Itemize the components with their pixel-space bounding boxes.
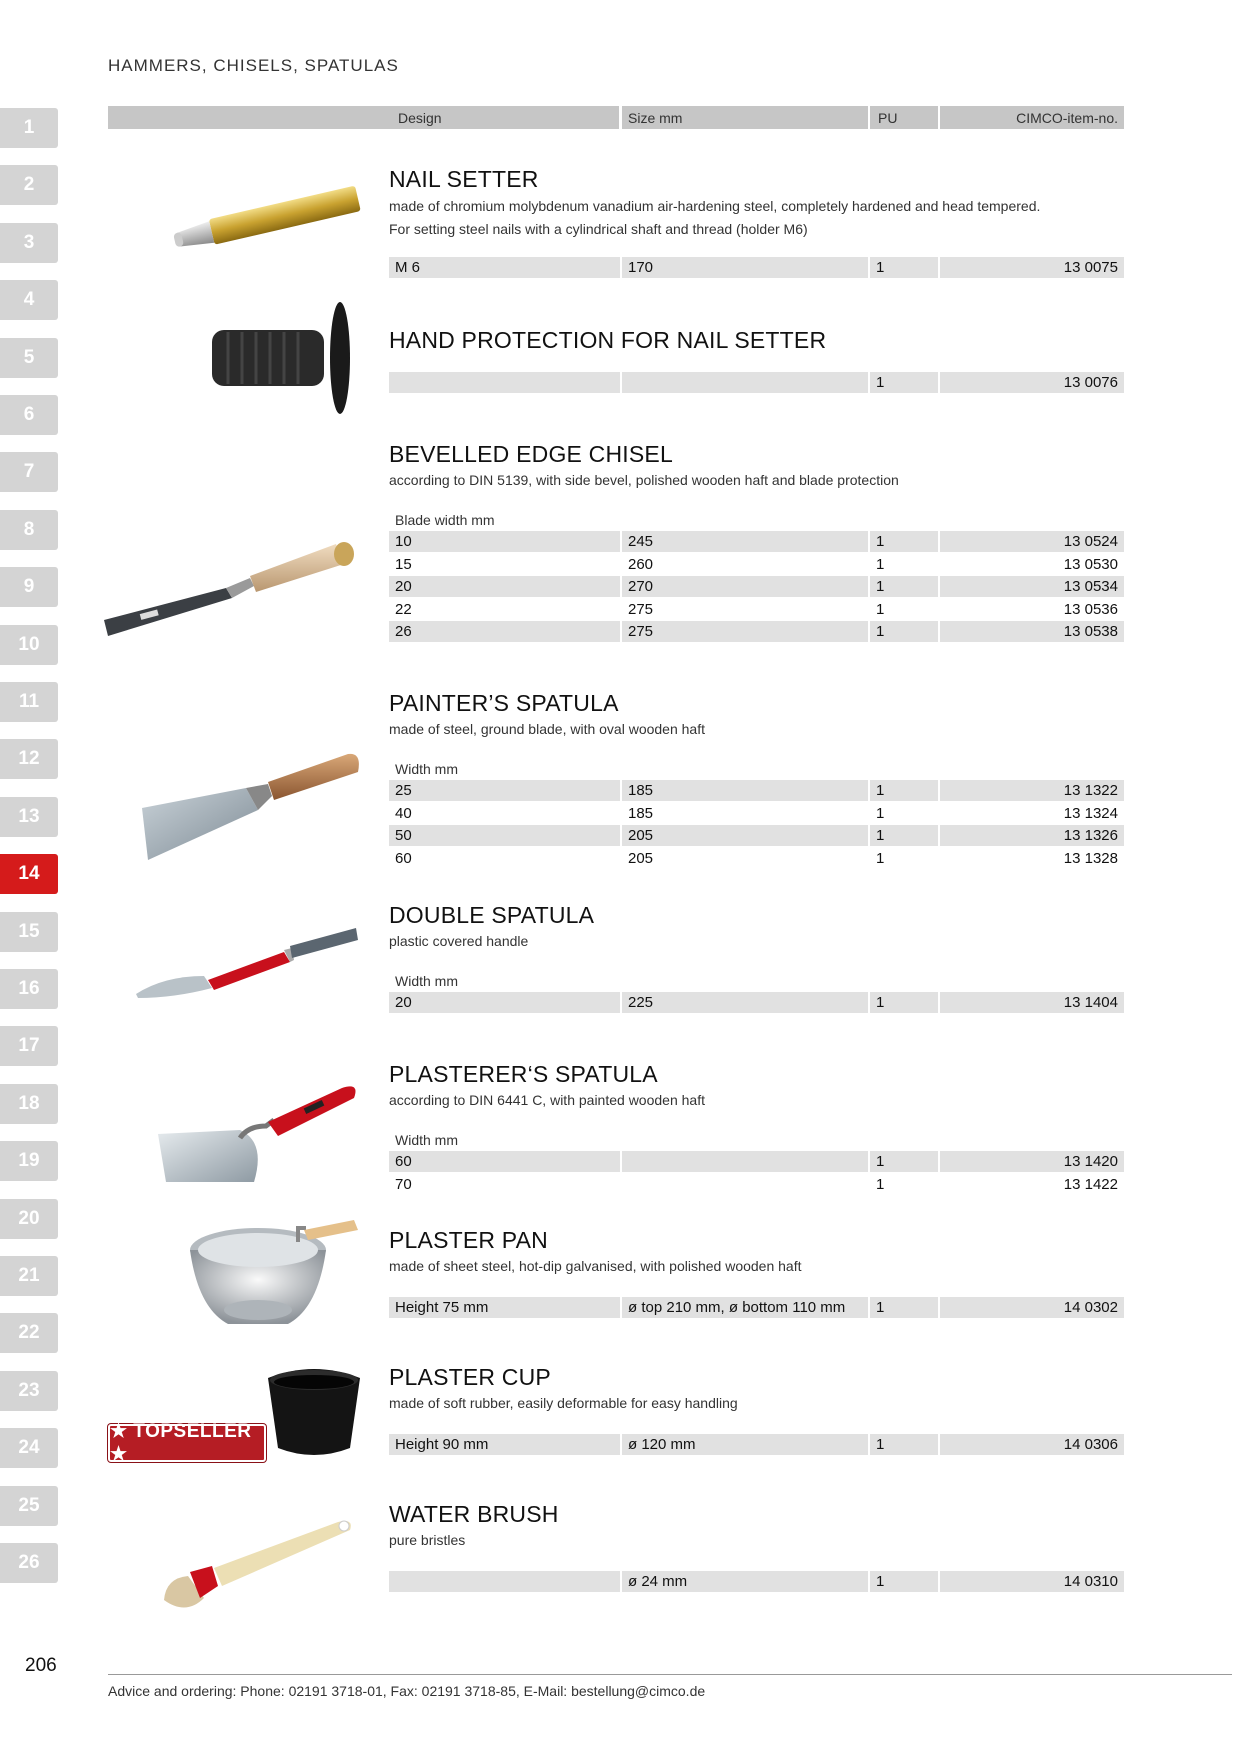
product-desc-plaster-cup: made of soft rubber, easily deformable for easy handling [389, 1395, 738, 1411]
chapter-tab-16[interactable]: 16 [0, 969, 58, 1009]
chisel-image [100, 534, 362, 644]
product-title-hand-protection: HAND PROTECTION FOR NAIL SETTER [389, 327, 827, 353]
cell-item-no: 13 0075 [940, 257, 1124, 278]
chapter-tab-5[interactable]: 5 [0, 338, 58, 378]
header-size [622, 106, 868, 129]
cell-pu: 1 [870, 621, 938, 642]
cell-item-no: 13 0534 [940, 576, 1124, 597]
cell-design [389, 372, 620, 393]
cell-size: 270 [622, 576, 868, 597]
cell-item-no: 13 1422 [1063, 1175, 1118, 1193]
cell-design: 50 [389, 825, 620, 846]
cell-item-no: 14 0306 [940, 1434, 1124, 1455]
cell-pu: 1 [870, 257, 938, 278]
cell-size: 185 [628, 804, 654, 822]
cell-design: 20 [389, 576, 620, 597]
cell-design: Height 90 mm [389, 1434, 620, 1455]
cell-pu: 1 [870, 825, 938, 846]
cell-item-no: 14 0302 [940, 1297, 1124, 1318]
cell-pu: 1 [876, 849, 885, 867]
plasterers-spatula-image [156, 1082, 362, 1186]
cell-item-no: 13 0530 [1063, 555, 1118, 573]
product-desc-painters-spatula: made of steel, ground blade, with oval wooden haft [389, 721, 705, 737]
cell-pu: 1 [870, 372, 938, 393]
header-item-no [940, 106, 1124, 129]
cell-item-no: 13 0524 [940, 531, 1124, 552]
cell-size: 225 [622, 992, 868, 1013]
chapter-tab-3[interactable]: 3 [0, 223, 58, 263]
cell-design: 70 [395, 1175, 412, 1193]
chapter-tab-8[interactable]: 8 [0, 510, 58, 550]
header-size-label: Size mm [628, 109, 683, 126]
cell-item-no: 13 1328 [1063, 849, 1118, 867]
cell-pu: 1 [870, 531, 938, 552]
product-title-plaster-cup: PLASTER CUP [389, 1364, 551, 1390]
product-title-chisel: BEVELLED EDGE CHISEL [389, 441, 673, 467]
product-desc-plasterers-spatula: according to DIN 6441 C, with painted wooden haft [389, 1092, 705, 1108]
water-brush-image [160, 1516, 362, 1616]
product-desc-chisel: according to DIN 5139, with side bevel, polished wooden haft and blade protection [389, 472, 899, 488]
cell-design: 60 [395, 849, 412, 867]
cell-pu: 1 [870, 1434, 938, 1455]
desc-line: For setting steel nails with a cylindrical shaft and thread (holder M6) [389, 221, 808, 237]
footer-contact: Advice and ordering: Phone: 02191 3718-01, Fax: 02191 3718-85, E-Mail: bestellung@cimco.de [108, 1683, 706, 1699]
cell-design: 26 [389, 621, 620, 642]
chapter-tab-11[interactable]: 11 [0, 682, 58, 722]
cell-size: 275 [622, 621, 868, 642]
cell-size: 275 [628, 600, 654, 618]
footer-divider [108, 1674, 1232, 1675]
cell-size [622, 1151, 868, 1172]
product-title-double-spatula: DOUBLE SPATULA [389, 902, 595, 928]
chapter-tab-6[interactable]: 6 [0, 395, 58, 435]
header-design-label: Design [398, 109, 442, 126]
cell-size: ø 24 mm [622, 1571, 868, 1592]
sublabel-width: Width mm [395, 761, 458, 777]
cell-pu: 1 [870, 1151, 938, 1172]
cell-pu: 1 [870, 780, 938, 801]
cell-size: 260 [628, 555, 654, 573]
header-design [108, 106, 619, 129]
cell-item-no: 13 0076 [940, 372, 1124, 393]
cell-design [389, 1571, 620, 1592]
cell-pu: 1 [870, 1571, 938, 1592]
nail-setter-image [168, 178, 368, 258]
cell-pu: 1 [876, 804, 885, 822]
product-desc-water-brush: pure bristles [389, 1532, 466, 1548]
cell-pu: 1 [876, 600, 885, 618]
cell-item-no: 13 0538 [940, 621, 1124, 642]
chapter-tab-22[interactable]: 22 [0, 1313, 58, 1353]
product-desc-double-spatula: plastic covered handle [389, 933, 529, 949]
chapter-tab-26[interactable]: 26 [0, 1543, 58, 1583]
cell-design: 60 [389, 1151, 620, 1172]
cell-item-no: 13 1326 [940, 825, 1124, 846]
cell-item-no: 13 0536 [1063, 600, 1118, 618]
plaster-cup-image [266, 1366, 362, 1458]
chapter-tab-17[interactable]: 17 [0, 1026, 58, 1066]
product-desc-plaster-pan: made of sheet steel, hot-dip galvanised, with polished wooden haft [389, 1258, 802, 1274]
cell-design: 22 [395, 600, 412, 618]
cell-size: ø top 210 mm, ø bottom 110 mm [622, 1297, 868, 1318]
chapter-tab-13[interactable]: 13 [0, 797, 58, 837]
chapter-tab-12[interactable]: 12 [0, 739, 58, 779]
cell-item-no: 14 0310 [940, 1571, 1124, 1592]
chapter-tab-23[interactable]: 23 [0, 1371, 58, 1411]
sublabel-width: Width mm [395, 973, 458, 989]
chapter-tab-21[interactable]: 21 [0, 1256, 58, 1296]
product-title-plasterers-spatula: PLASTERER‘S SPATULA [389, 1061, 658, 1087]
chapter-tab-1[interactable]: 1 [0, 108, 58, 148]
header-pu [870, 106, 938, 129]
cell-design: 40 [395, 804, 412, 822]
chapter-tab-20[interactable]: 20 [0, 1199, 58, 1239]
cell-item-no: 13 1404 [940, 992, 1124, 1013]
cell-size: 205 [622, 825, 868, 846]
cell-size: 245 [622, 531, 868, 552]
chapter-tab-14[interactable]: 14 [0, 854, 58, 894]
chapter-tab-7[interactable]: 7 [0, 452, 58, 492]
product-title-nail-setter: NAIL SETTER [389, 166, 539, 192]
cell-design: M 6 [389, 257, 620, 278]
section-title: HAMMERS, CHISELS, SPATULAS [108, 56, 399, 75]
product-desc-nail-setter [389, 195, 1089, 241]
cell-size: ø 120 mm [622, 1434, 868, 1455]
product-title-plaster-pan: PLASTER PAN [389, 1227, 548, 1253]
cell-pu: 1 [870, 1297, 938, 1318]
double-spatula-image [134, 918, 362, 1006]
header-pu-label: PU [878, 109, 898, 126]
chapter-tab-4[interactable]: 4 [0, 280, 58, 320]
cell-size: 185 [622, 780, 868, 801]
cell-size: 205 [628, 849, 654, 867]
chapter-tab-9[interactable]: 9 [0, 567, 58, 607]
chapter-tab-18[interactable]: 18 [0, 1084, 58, 1124]
cell-size [622, 372, 868, 393]
cell-pu: 1 [876, 1175, 885, 1193]
cell-design: 10 [389, 531, 620, 552]
cell-size [622, 1174, 868, 1195]
chapter-tab-25[interactable]: 25 [0, 1486, 58, 1526]
page-number: 206 [25, 1655, 57, 1676]
cell-item-no: 13 1420 [940, 1151, 1124, 1172]
topseller-badge: ★ TOPSELLER ★ [108, 1424, 266, 1462]
chapter-tab-10[interactable]: 10 [0, 625, 58, 665]
chapter-tab-24[interactable]: 24 [0, 1428, 58, 1468]
cell-pu: 1 [870, 992, 938, 1013]
cell-design: 25 [389, 780, 620, 801]
cell-size: 170 [622, 257, 868, 278]
product-title-painters-spatula: PAINTER’S SPATULA [389, 690, 619, 716]
cell-pu: 1 [870, 576, 938, 597]
header-item-label: CIMCO-item-no. [1016, 109, 1118, 126]
chapter-tab-2[interactable]: 2 [0, 165, 58, 205]
cell-design: 20 [389, 992, 620, 1013]
cell-item-no: 13 1322 [940, 780, 1124, 801]
plaster-pan-image [188, 1220, 364, 1332]
cell-item-no: 13 1324 [1063, 804, 1118, 822]
product-title-water-brush: WATER BRUSH [389, 1501, 559, 1527]
hand-protection-image [208, 300, 358, 418]
desc-line: made of chromium molybdenum vanadium air-hardening steel, completely hardened and head tempered. [389, 198, 1041, 214]
painters-spatula-image [140, 748, 362, 862]
chapter-tab-15[interactable]: 15 [0, 912, 58, 952]
sublabel-width: Width mm [395, 1132, 458, 1148]
cell-pu: 1 [876, 555, 885, 573]
cell-design: Height 75 mm [389, 1297, 620, 1318]
cell-design: 15 [395, 555, 412, 573]
chapter-tab-19[interactable]: 19 [0, 1141, 58, 1181]
sublabel-blade-width: Blade width mm [395, 512, 495, 528]
